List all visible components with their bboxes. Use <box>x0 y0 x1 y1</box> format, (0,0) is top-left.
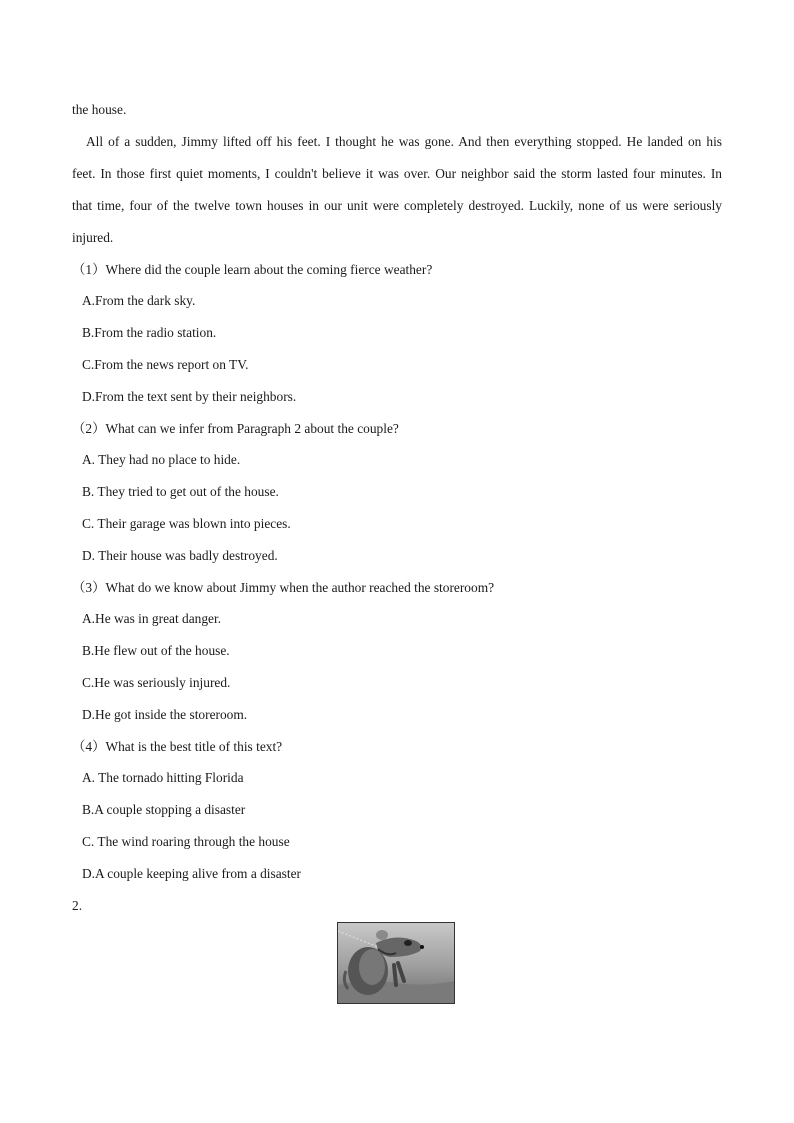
answer-option: B.He flew out of the house. <box>82 643 230 658</box>
question-stem: （2）What can we infer from Paragraph 2 about the couple? <box>72 421 399 436</box>
answer-option: C.From the news report on TV. <box>82 357 249 372</box>
passage-line: the house. <box>72 102 127 117</box>
answer-option: A.From the dark sky. <box>82 293 196 308</box>
answer-option: B. They tried to get out of the house. <box>82 484 279 499</box>
answer-option: B.From the radio station. <box>82 325 217 340</box>
passage-line: feet. In those first quiet moments, I couldn't believe it was over. Our neighbor said the storm lasted four minutes. In <box>72 166 722 181</box>
answer-option: D.He got inside the storeroom. <box>82 707 248 722</box>
item-number: 2. <box>72 898 83 913</box>
rat-photo-icon <box>337 922 455 1004</box>
answer-option: C. The wind roaring through the house <box>82 834 290 849</box>
passage-line: injured. <box>72 230 114 245</box>
question-stem: （3）What do we know about Jimmy when the author reached the storeroom? <box>72 580 495 595</box>
question-stem: （4）What is the best title of this text? <box>72 739 283 754</box>
answer-option: A. The tornado hitting Florida <box>82 770 244 785</box>
answer-option: C.He was seriously injured. <box>82 675 231 690</box>
answer-option: C. Their garage was blown into pieces. <box>82 516 291 531</box>
question-stem: （1）Where did the couple learn about the coming fierce weather? <box>72 262 433 277</box>
answer-option: D. Their house was badly destroyed. <box>82 548 278 563</box>
answer-option: B.A couple stopping a disaster <box>82 802 246 817</box>
passage-line: All of a sudden, Jimmy lifted off his feet. I thought he was gone. And then everything stopped. He landed on his <box>86 134 722 149</box>
answer-option: D.From the text sent by their neighbors. <box>82 389 297 404</box>
answer-option: A. They had no place to hide. <box>82 452 241 467</box>
answer-option: D.A couple keeping alive from a disaster <box>82 866 302 881</box>
passage-line: that time, four of the twelve town houses in our unit were completely destroyed. Luckily, none of us were seriously <box>72 198 722 213</box>
answer-option: A.He was in great danger. <box>82 611 222 626</box>
